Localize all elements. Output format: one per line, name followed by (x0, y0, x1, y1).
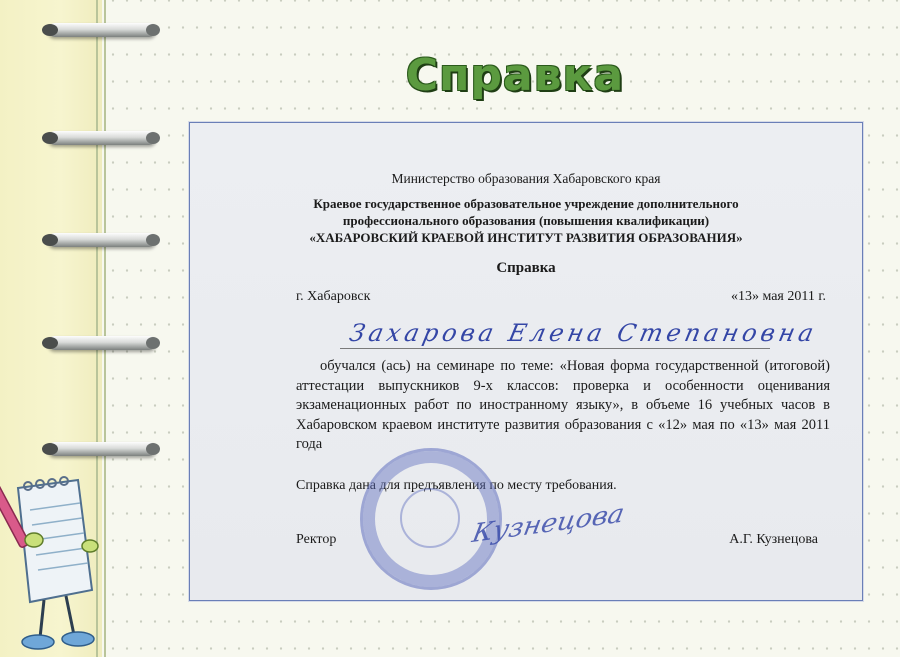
certificate-scan (189, 122, 863, 601)
binder-ring (48, 23, 156, 37)
institution-line-1: Краевое государственное образовательное учреждение дополнительного (313, 196, 739, 211)
binder-ring (48, 131, 156, 145)
institution-line-2: профессионального образования (повышения квалификации) (342, 213, 710, 228)
issue-date: «13» мая 2011 г. (730, 289, 826, 304)
certificate-heading: Справка (496, 260, 556, 276)
stamp-inner-ring (400, 488, 460, 548)
institution-line-3: «ХАБАРОВСКИЙ КРАЕВОЙ ИНСТИТУТ РАЗВИТИЯ ОБРАЗОВАНИЯ» (309, 230, 743, 245)
binder-ring (48, 336, 156, 350)
slide-title: Справка (405, 50, 625, 101)
signer-name: А.Г. Кузнецова (729, 532, 818, 547)
recipient-name-handwritten: Захарова Елена Степановна (347, 319, 820, 347)
city-label: г. Хабаровск (296, 289, 371, 304)
certificate-body: обучался (ась) на семинаре по теме: «Новая форма государственной (итоговой) аттестации выпускников 9-х классов: проверка и особенности оценивания экзаменационных работ по иностранному языку», в объеме 16 учебных часов в Хабаровском краевом институте развития образования с «12» мая по «13» мая 2011 года (296, 358, 830, 452)
ministry-line: Министерство образования Хабаровского края (391, 171, 661, 186)
signer-role: Ректор (296, 532, 337, 547)
name-underline (340, 348, 770, 349)
purpose-line: Справка дана для предъявления по месту требования. (296, 478, 617, 493)
notepad-mascot-illustration (0, 470, 112, 657)
binder-ring (48, 442, 156, 456)
rector-signature: Кузнецова (469, 498, 627, 550)
binder-ring (48, 233, 156, 247)
